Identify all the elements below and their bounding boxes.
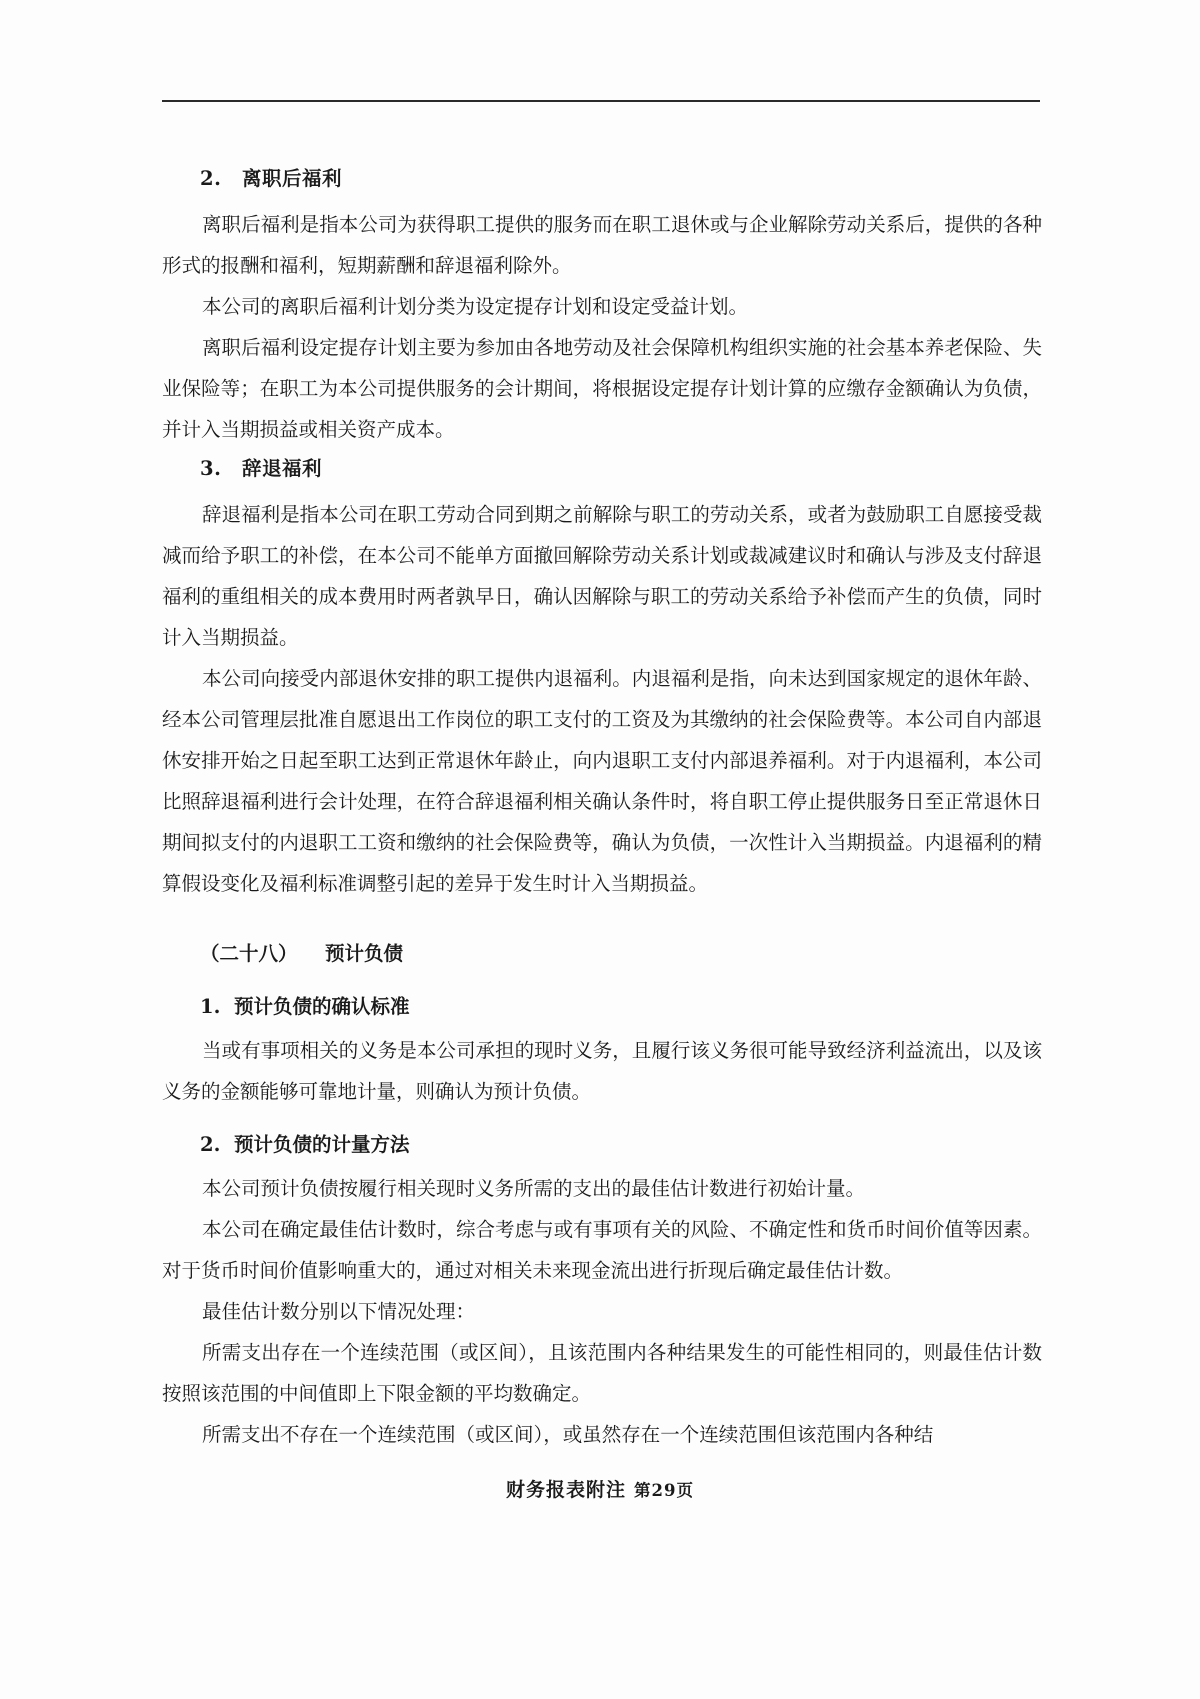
section-text: 预计负债 <box>325 942 404 965</box>
paragraph: 所需支出存在一个连续范围（或区间），且该范围内各种结果发生的可能性相同的，则最佳估计数按照该范围的中间值即上下限金额的平均数确定。 <box>162 1341 1042 1405</box>
heading-text: 辞退福利 <box>242 457 323 480</box>
footer-page-number: 第29页 <box>634 1481 694 1500</box>
heading-termination-benefits <box>162 450 1042 488</box>
paragraph: 离职后福利是指本公司为获得职工提供的服务而在职工退休或与企业解除劳动关系后，提供的各种形式的报酬和福利，短期薪酬和辞退福利除外。 <box>162 213 1042 277</box>
heading-number: 3. <box>200 457 222 480</box>
heading-number: 2. <box>200 167 222 190</box>
section-number: （二十八） <box>200 942 298 965</box>
paragraph: 离职后福利设定提存计划主要为参加由各地劳动及社会保障机构组织实施的社会基本养老保险、失业保险等；在职工为本公司提供服务的会计期间，将根据设定提存计划计算的应缴存金额确认为负债，并计入当期损益或相关资产成本。 <box>162 336 1042 441</box>
subheading-number: 2. <box>200 1133 221 1156</box>
header-rule <box>162 100 1040 102</box>
paragraph: 所需支出不存在一个连续范围（或区间），或虽然存在一个连续范围但该范围内各种结 <box>202 1423 934 1446</box>
paragraph: 当或有事项相关的义务是本公司承担的现时义务，且履行该义务很可能导致经济利益流出，以及该义务的金额能够可靠地计量，则确认为预计负债。 <box>162 1039 1042 1103</box>
section-title-provisions <box>162 934 1042 974</box>
paragraph: 本公司在确定最佳估计数时，综合考虑与或有事项有关的风险、不确定性和货币时间价值等因素。对于货币时间价值影响重大的，通过对相关未来现金流出进行折现后确定最佳估计数。 <box>162 1218 1042 1282</box>
subheading-text: 预计负债的确认标准 <box>234 995 410 1018</box>
document-body <box>162 160 1042 1455</box>
subheading-measurement-method <box>162 1126 1042 1164</box>
paragraph: 本公司的离职后福利计划分类为设定提存计划和设定受益计划。 <box>202 295 749 318</box>
paragraph: 最佳估计数分别以下情况处理： <box>202 1300 476 1323</box>
subheading-text: 预计负债的计量方法 <box>234 1133 410 1156</box>
subheading-number: 1. <box>200 995 221 1018</box>
page-footer <box>0 1475 1200 1502</box>
footer-label: 财务报表附注 <box>506 1479 627 1501</box>
paragraph: 本公司预计负债按履行相关现时义务所需的支出的最佳估计数进行初始计量。 <box>202 1177 866 1200</box>
paragraph: 本公司向接受内部退休安排的职工提供内退福利。内退福利是指，向未达到国家规定的退休年龄、经本公司管理层批准自愿退出工作岗位的职工支付的工资及为其缴纳的社会保险费等。本公司自内部退休安排开始之日起至职工达到正常退休年龄止，向内退职工支付内部退养福利。对于内退福利，本公司比照辞退福利进行会计处理，在符合辞退福利相关确认条件时，将自职工停止提供服务日至正常退休日期间拟支付的内退职工工资和缴纳的社会保险费等，确认为负债，一次性计入当期损益。内退福利的精算假设变化及福利标准调整引起的差异于发生时计入当期损益。 <box>162 667 1042 895</box>
subheading-recognition-criteria <box>162 988 1042 1026</box>
heading-text: 离职后福利 <box>242 167 343 190</box>
paragraph: 辞退福利是指本公司在职工劳动合同到期之前解除与职工的劳动关系，或者为鼓励职工自愿接受裁减而给予职工的补偿，在本公司不能单方面撤回解除劳动关系计划或裁减建议时和确认与涉及支付辞退福利的重组相关的成本费用时两者孰早日，确认因解除与职工的劳动关系给予补偿而产生的负债，同时计入当期损益。 <box>162 503 1042 649</box>
heading-post-employment-benefits <box>162 160 1042 198</box>
